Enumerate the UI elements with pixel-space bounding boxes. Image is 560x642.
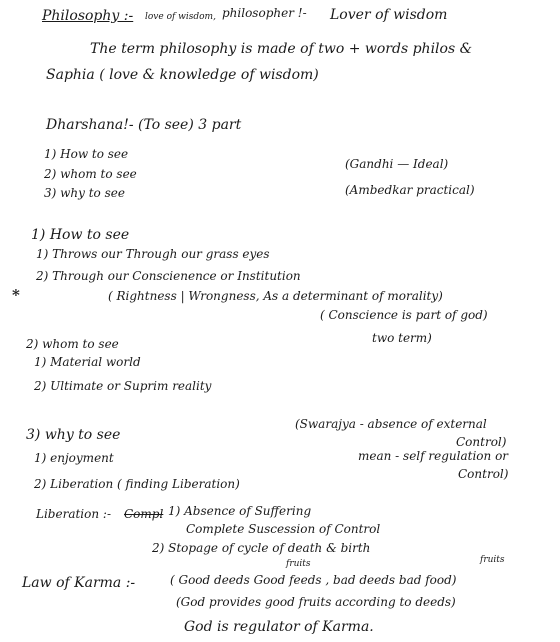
philosophy-term: Philosophy :- xyxy=(42,8,134,24)
karma-line-3: God is regulator of Karma. xyxy=(184,619,374,635)
liberation-item-1: 1) Absence of Suffering xyxy=(168,504,312,518)
how-item-2: 2) Through our Conscienence or Institution xyxy=(36,269,301,283)
whom-heading: 2) whom to see xyxy=(26,337,119,351)
how-item-2b: ( Rightness | Wrongness, As a determinant of morality) xyxy=(108,289,443,303)
why-item-1: 1) enjoyment xyxy=(34,451,114,465)
karma-line-1: ( Good deeds Good feeds , bad deeds bad food) xyxy=(170,573,457,587)
liberation-label: Liberation :- xyxy=(36,507,112,521)
part-how: 1) How to see xyxy=(44,147,129,161)
liberation-item-1b: Complete Suscession of Control xyxy=(186,522,381,536)
swaraja-note-a: (Swarajya - absence of external xyxy=(295,417,487,431)
swaraja-note-b: Control) xyxy=(456,435,507,449)
star-mark: * xyxy=(12,286,20,304)
liberation-strike: Compl xyxy=(124,507,164,521)
philos-line-1: The term philosophy is made of two + words philos & xyxy=(90,41,473,57)
why-heading: 3) why to see xyxy=(26,427,121,443)
how-item-1: 1) Throws our Through our grass eyes xyxy=(36,247,270,261)
philosopher-term: philosopher !- xyxy=(222,6,307,20)
dharshana-heading: Dharshana!- (To see) 3 part xyxy=(46,117,242,133)
philos-line-2: Saphia ( love & knowledge of wisdom) xyxy=(46,67,319,83)
conscience-note-a: ( Conscience is part of god) xyxy=(320,308,488,322)
liberation-item-2: 2) Stopage of cycle of death & birth xyxy=(152,541,371,555)
fruits-note-1: fruits xyxy=(286,559,311,569)
swaraja-note-d: Control) xyxy=(458,467,509,481)
karma-line-2: (God provides good fruits according to deeds) xyxy=(176,595,456,609)
how-heading: 1) How to see xyxy=(31,227,130,243)
side-note-gandhi: (Gandhi — Ideal) xyxy=(345,157,449,171)
karma-label: Law of Karma :- xyxy=(22,575,136,591)
part-whom: 2) whom to see xyxy=(44,167,137,181)
fruits-note-2: fruits xyxy=(480,555,505,565)
conscience-note-b: two term) xyxy=(372,331,432,345)
side-note-ambedkar: (Ambedkar practical) xyxy=(345,183,475,197)
philosophy-small-note: love of wisdom, xyxy=(145,12,216,22)
why-item-2: 2) Liberation ( finding Liberation) xyxy=(34,477,240,491)
part-why: 3) why to see xyxy=(44,186,125,200)
whom-item-2: 2) Ultimate or Suprim reality xyxy=(34,379,212,393)
whom-item-1: 1) Material world xyxy=(34,355,141,369)
lover-of-wisdom: Lover of wisdom xyxy=(330,7,448,23)
swaraja-note-c: mean - self regulation or xyxy=(358,449,509,463)
